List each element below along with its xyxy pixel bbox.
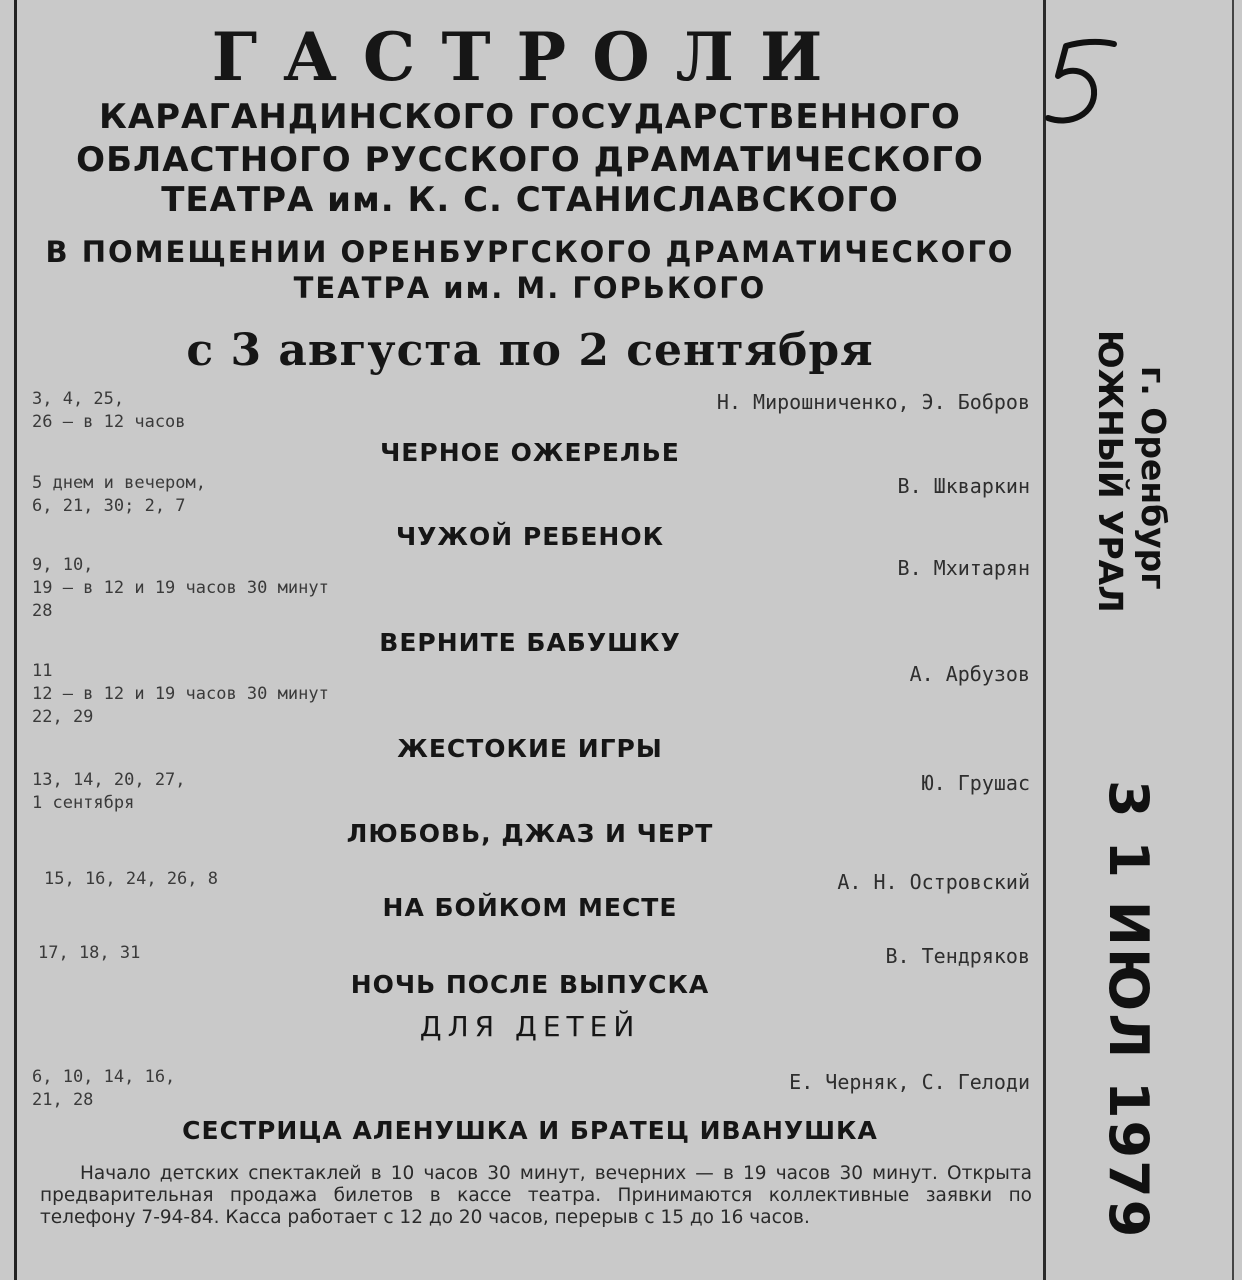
- show-author: В. Тендряков: [885, 944, 1030, 968]
- show-days: 6, 10, 14, 16, 21, 28: [32, 1067, 176, 1110]
- show-title: ВЕРНИТЕ БАБУШКУ: [379, 628, 681, 657]
- show-author: А. Арбузов: [909, 662, 1030, 686]
- schedule-note: Начало детских спектаклей в 10 часов 30 минут, вечерних — в 19 часов 30 минут. Открыта предварительная продажа билетов в кассе театра. Принимаются коллективные заявки по телефону 7-94-84. Касса работает с 12 до 20 часов, перерыв с 15 до 16 часов.: [40, 1163, 1032, 1228]
- show-days: 11 12 — в 12 и 19 часов 30 минут 22, 29: [32, 661, 329, 727]
- show-days: 3, 4, 25, 26 — в 12 часов: [32, 389, 186, 432]
- show-days: 9, 10, 19 — в 12 и 19 часов 30 минут 28: [32, 555, 329, 621]
- show-author: Ю. Грушас: [921, 771, 1030, 795]
- show-title: НА БОЙКОМ МЕСТЕ: [382, 893, 678, 922]
- stamp-date: 3 1 ИЮЛ 1979: [1097, 780, 1160, 1240]
- show-title: ЧУЖОЙ РЕБЕНОК: [395, 522, 665, 551]
- kids-heading: ДЛЯ ДЕТЕЙ: [419, 1010, 641, 1043]
- show-days: 17, 18, 31: [38, 943, 141, 963]
- venue-line-2: ТЕАТРА им. М. ГОРЬКОГО: [293, 271, 767, 305]
- show-title: ЛЮБОВЬ, ДЖАЗ И ЧЕРТ: [346, 819, 714, 848]
- show-title: НОЧЬ ПОСЛЕ ВЫПУСКА: [350, 970, 710, 999]
- show-days: 13, 14, 20, 27, 1 сентября: [32, 770, 186, 813]
- show-author: Е. Черняк, С. Гелоди: [789, 1070, 1030, 1094]
- show-author: Н. Мирошниченко, Э. Бобров: [716, 390, 1030, 414]
- column-divider: [1043, 0, 1046, 1280]
- tour-dates: с 3 августа по 2 сентября: [186, 325, 874, 376]
- right-edge-rule: [1232, 0, 1234, 1280]
- stamp-newspaper-name: ЮЖНЫЙ УРАЛ: [1091, 330, 1130, 613]
- show-title: ЧЕРНОЕ ОЖЕРЕЛЬЕ: [380, 438, 680, 467]
- handwritten-mark: [1040, 36, 1124, 136]
- announcement-title: ГАСТРОЛИ: [211, 18, 849, 96]
- announcement: [20, 0, 1040, 1280]
- show-days: 5 днем и вечером, 6, 21, 30; 2, 7: [32, 473, 206, 516]
- show-title: СЕСТРИЦА АЛЕНУШКА И БРАТЕЦ ИВАНУШКА: [182, 1116, 878, 1145]
- show-title: ЖЕСТОКИЕ ИГРЫ: [397, 734, 663, 763]
- show-author: А. Н. Островский: [837, 870, 1030, 894]
- org-line-3: ТЕАТРА им. К. С. СТАНИСЛАВСКОГО: [161, 180, 899, 220]
- left-border-rule: [14, 0, 17, 1280]
- show-author: В. Мхитарян: [897, 556, 1030, 580]
- show-days: 15, 16, 24, 26, 8: [44, 869, 218, 889]
- venue-line-1: В ПОМЕЩЕНИИ ОРЕНБУРГСКОГО ДРАМАТИЧЕСКОГО: [45, 235, 1015, 269]
- stamp-city: г. Оренбург: [1134, 366, 1173, 590]
- org-line-2: ОБЛАСТНОГО РУССКОГО ДРАМАТИЧЕСКОГО: [76, 140, 984, 180]
- org-line-1: КАРАГАНДИНСКОГО ГОСУДАРСТВЕННОГО: [99, 97, 961, 137]
- show-author: В. Шкваркин: [897, 474, 1030, 498]
